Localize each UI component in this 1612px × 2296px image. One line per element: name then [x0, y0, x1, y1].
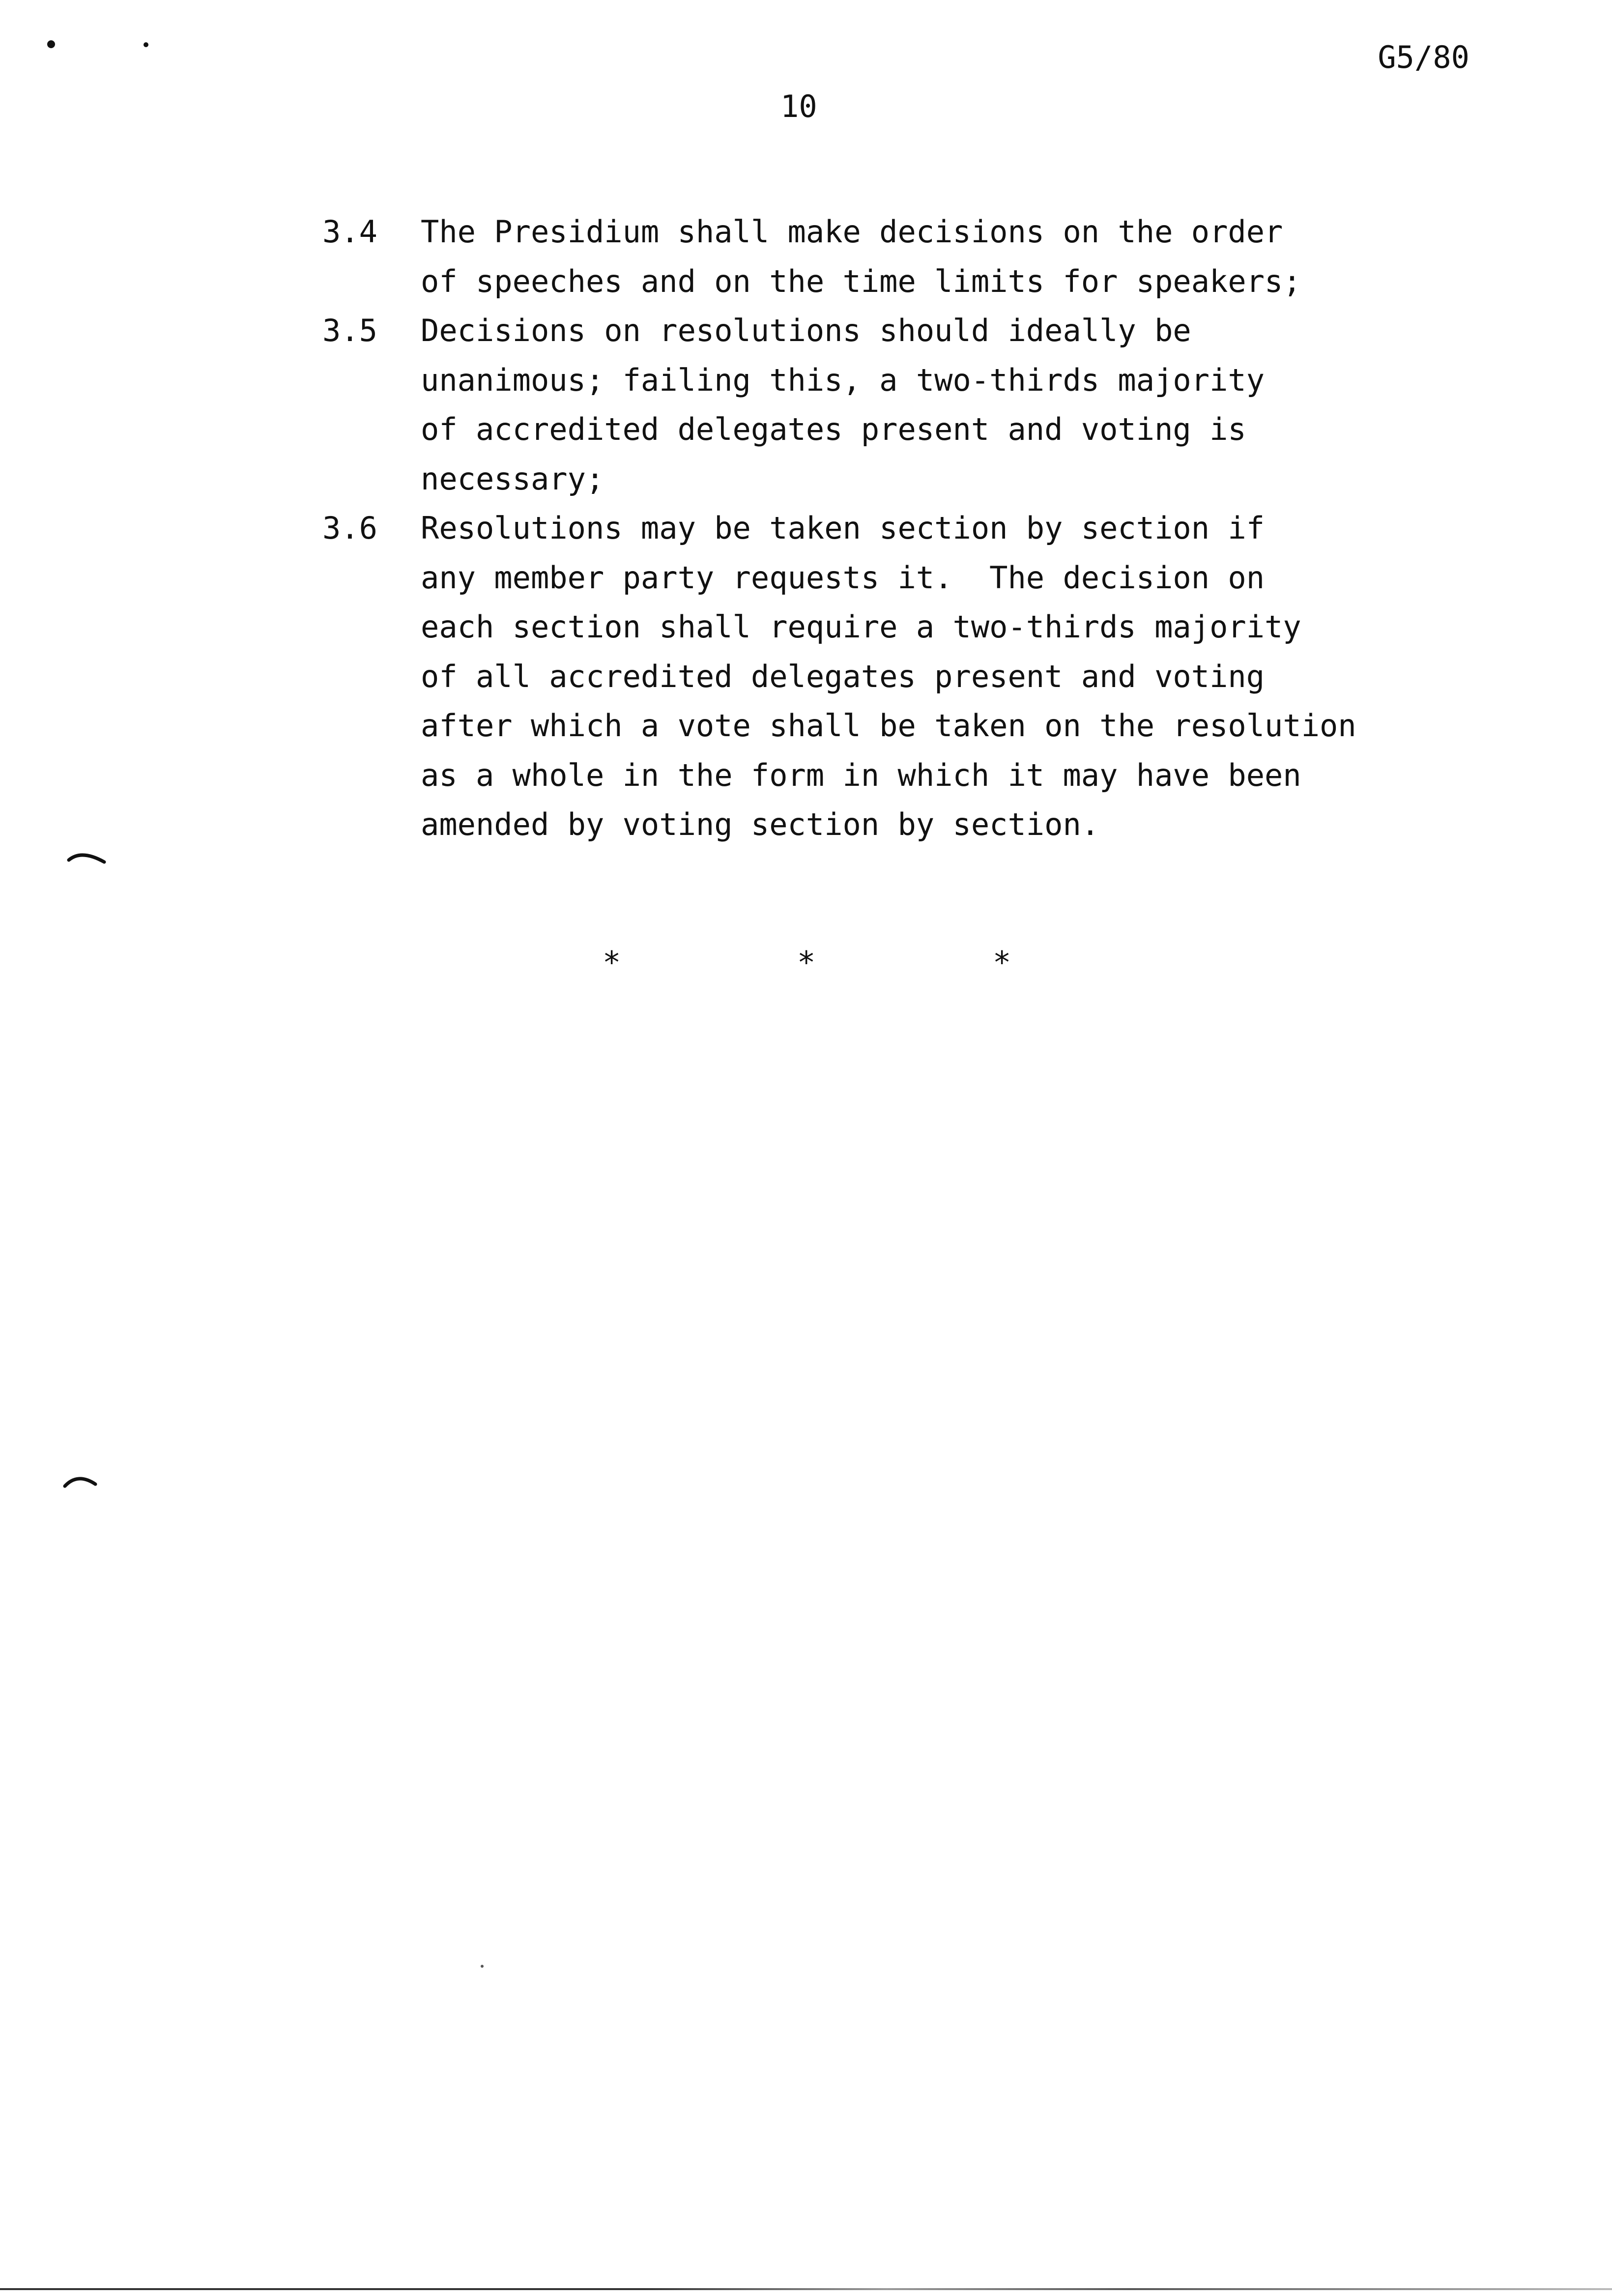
clause-line: The Presidium shall make decisions on the order — [421, 214, 1283, 250]
clause-list — [322, 207, 1477, 850]
scan-speck — [481, 1965, 484, 1968]
page-bottom-edge — [0, 2288, 1612, 2290]
clause-text — [421, 207, 1477, 306]
clause-line: Decisions on resolutions should ideally be — [421, 313, 1191, 348]
clause-line: any member party requests it. The decision on — [421, 559, 1265, 596]
clause-3-6 — [322, 504, 1477, 850]
clause-line: of all accredited delegates present and voting — [421, 658, 1265, 694]
clause-line: after which a vote shall be taken on the resolution — [421, 708, 1356, 744]
separator-asterisk: * — [797, 945, 816, 980]
page-number: 10 — [780, 88, 817, 124]
clause-line: each section shall require a two-thirds majority — [421, 609, 1301, 645]
clause-line: of accredited delegates present and voting is — [421, 411, 1246, 447]
clause-number: 3.5 — [322, 313, 377, 348]
separator-asterisk: * — [993, 945, 1011, 980]
clause-3-5 — [322, 306, 1477, 504]
clause-number: 3.4 — [322, 214, 377, 250]
punch-hole-mark — [67, 845, 106, 865]
document-code: G5/80 — [1378, 39, 1469, 75]
clause-line: amended by voting section by section. — [421, 806, 1100, 842]
clause-line: Resolutions may be taken section by section if — [421, 510, 1265, 546]
punch-hole-mark — [63, 1469, 97, 1489]
clause-line: necessary; — [421, 460, 604, 497]
scan-speck — [144, 42, 148, 47]
separator-asterisk: * — [603, 945, 621, 980]
scan-speck — [47, 40, 55, 48]
clause-number: 3.6 — [322, 510, 377, 546]
clause-line: unanimous; failing this, a two-thirds majority — [421, 362, 1265, 398]
clause-3-4 — [322, 207, 1477, 306]
clause-text — [421, 504, 1477, 850]
clause-line: of speeches and on the time limits for speakers; — [421, 263, 1301, 299]
section-separator — [0, 947, 1612, 982]
clause-line: as a whole in the form in which it may have been — [421, 757, 1301, 793]
clause-text — [421, 306, 1477, 504]
